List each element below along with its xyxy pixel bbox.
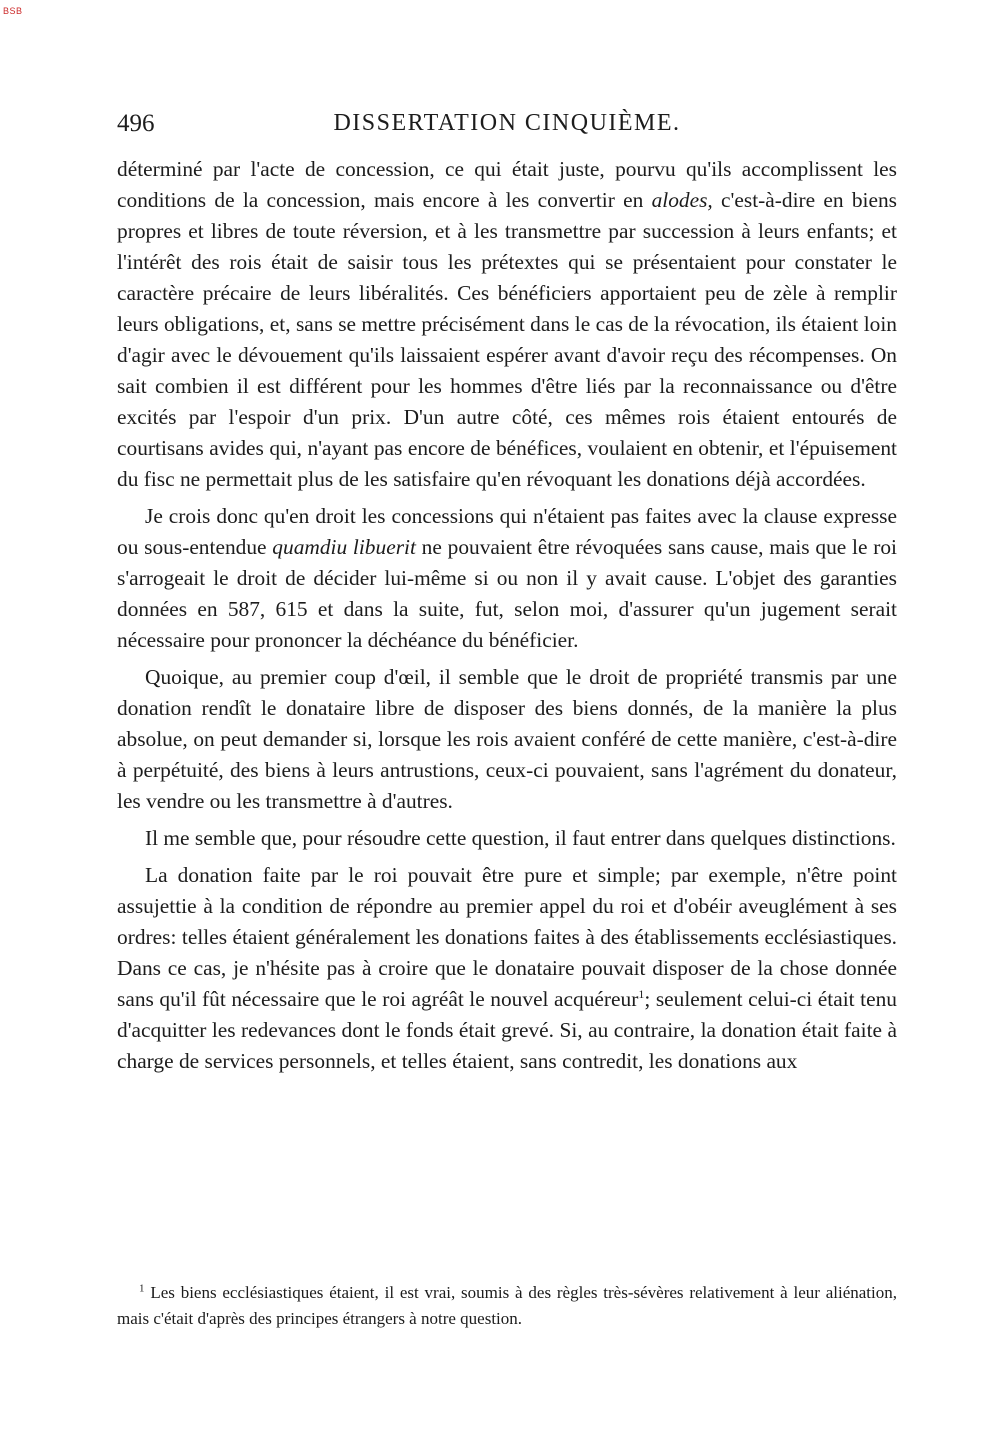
footnote-1 [117, 1280, 897, 1332]
body-text [117, 154, 897, 1083]
paragraph-1-tail: c'est-à-dire en biens propres et libres de toute réversion, et à les transmettre par succession à leurs enfants; et l'intérêt des rois était de saisir tous les prétextes qui se présentaient pour constater le caractère précaire de leurs libéralités. Ces bénéficiers apportaient peu de zèle à remplir leurs obligations, et, sans se mettre précisément dans le cas de la révocation, ils étaient loin d'agir avec le dévouement qu'ils laissaient espérer avant d'avoir reçu des récompenses. On sait combien il est différent pour les hommes d'être liés par la reconnaissance ou d'être excités par l'espoir d'un prix. D'un autre côté, ces mêmes rois étaient entourés de courtisans avides qui, n'ayant pas encore de bénéfices, voulaient en obtenir, et l'épuisement du fisc ne permettait plus de les satisfaire qu'en révoquant les donations déjà accordées. [117, 188, 897, 491]
paragraph-5 [117, 860, 897, 1077]
footnotes [117, 1280, 897, 1332]
running-title: DISSERTATION CINQUIÈME. [333, 110, 681, 136]
library-stamp: BSB [3, 6, 23, 16]
paragraph-3: Quoique, au premier coup d'œil, il semble que le droit de propriété transmis par une donation rendît le donataire libre de disposer des biens donnés, de la manière la plus absolue, on peut demander si, lorsque les rois avaient conféré de cette manière, c'est-à-dire à perpétuité, des biens à leurs antrustions, ceux-ci pouvaient, sans l'agrément du donateur, les vendre ou les transmettre à d'autres. [117, 665, 897, 813]
footnote-text: Les biens ecclésiastiques étaient, il est vrai, soumis à des règles très-sévères relativement à leur aliénation, mais c'était d'après des principes étrangers à notre question. [117, 1283, 898, 1328]
paragraph-2-text-a: Je crois donc qu'en droit les concessions qui n'étaient pas faites avec la clause expresse ou sous-entendue [117, 504, 897, 559]
paragraph-1-text: déterminé par l'acte de concession, ce qui était juste, pourvu qu'ils accomplissent les conditions de la concession, mais encore à les convertir en [117, 157, 897, 212]
paragraph-2 [117, 501, 897, 656]
italic-term-quamdiu-libuerit: quamdiu libuerit [272, 535, 416, 559]
footnote-mark: 1 [139, 1282, 145, 1295]
page-number: 496 [117, 110, 155, 137]
footnote-reference[interactable]: 1 [638, 986, 645, 1001]
paragraph-5-text-a: La donation faite par le roi pouvait être pure et simple; par exemple, n'être point assujettie à la condition de répondre au premier appel du roi et d'obéir aveuglément à ses ordres: telles étaient généralement les donations faites à des établissements ecclésiastiques. Dans ce cas, je n'hésite pas à croire que le donataire pouvait disposer de la chose donnée sans qu'il fût nécessaire que le roi agréât le nouvel acquéreur [117, 863, 897, 1011]
paragraph-1 [117, 154, 897, 495]
paragraph-4: Il me semble que, pour résoudre cette question, il faut entrer dans quelques distinctions. [145, 826, 896, 850]
italic-term-alodes: alodes, [651, 188, 713, 212]
paragraph-5-text-b: ; seulement celui-ci était tenu d'acquitter les redevances dont le fonds était grevé. Si, au contraire, la donation était faite à charge de services personnels, et telles étaient, sans contredit, les donations aux [117, 987, 897, 1073]
page-header [117, 108, 897, 144]
paragraph-2-text-b: ne pouvaient être révoquées sans cause, mais que le roi s'arrogeait le droit de décider lui-même si ou non il y avait cause. L'objet des garanties données en 587, 615 et dans la suite, fut, selon moi, d'assurer qu'un jugement serait nécessaire pour prononcer la déchéance du bénéficier. [117, 535, 897, 652]
